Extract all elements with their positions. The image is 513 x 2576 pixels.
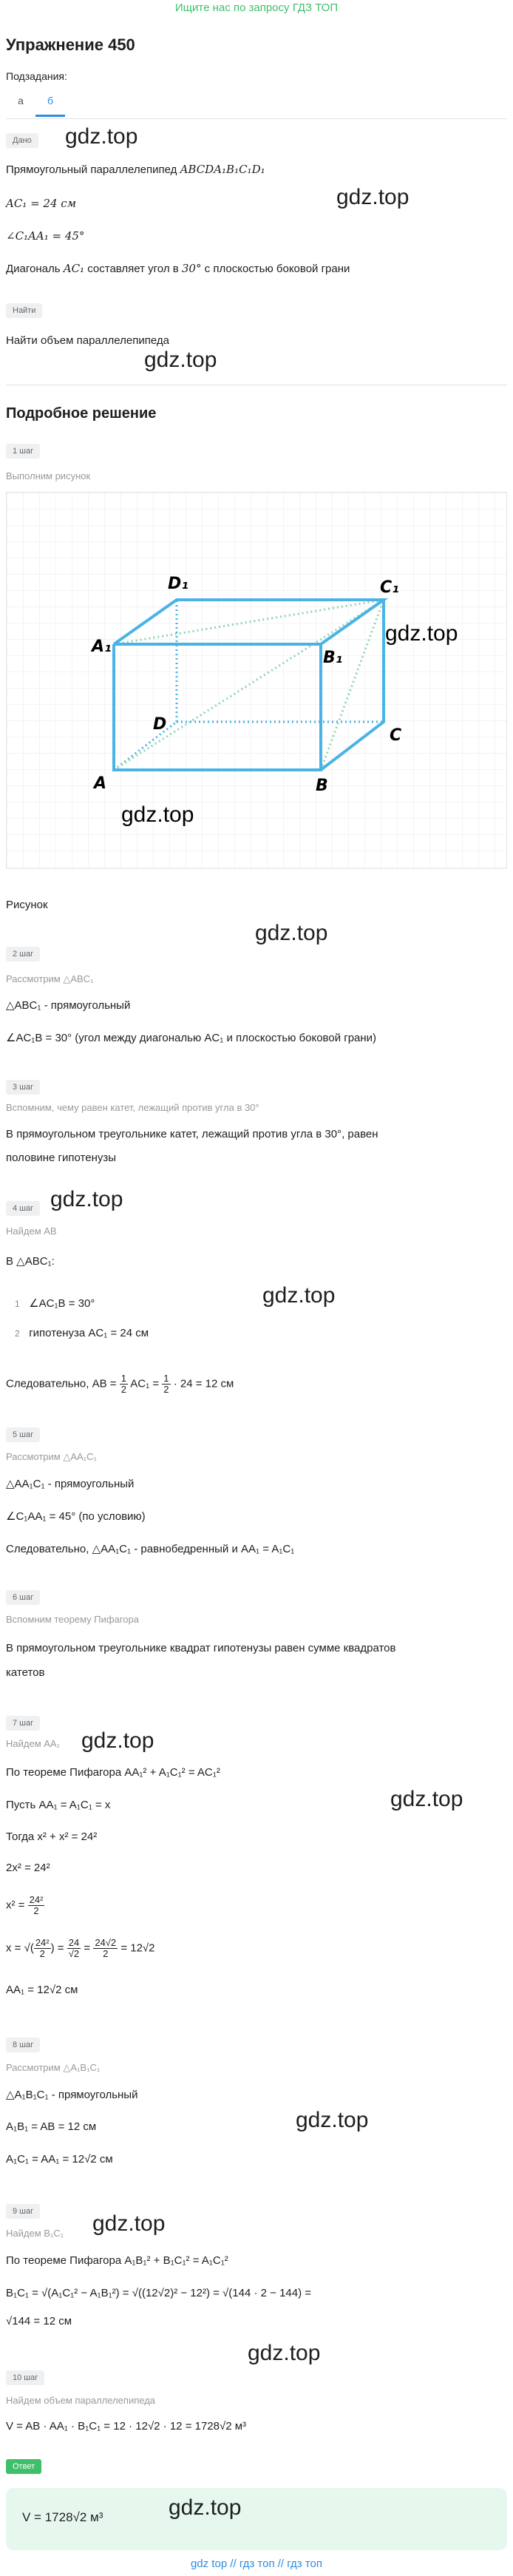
given-line-4: Диагональ AC₁ составляет угол в 30° с плоскостью боковой грани — [6, 262, 350, 275]
step-caption: Найдем B₁C₁ — [6, 2228, 64, 2239]
tab-b[interactable]: б — [35, 87, 65, 117]
step-line: ∠C₁AA₁ = 45° (по условию) — [6, 1510, 146, 1523]
step-line: △AA₁C₁ - прямоугольный — [6, 1478, 135, 1490]
watermark: gdz.top — [248, 2341, 321, 2365]
step-line: 2x² = 24² — [6, 1862, 50, 1874]
step-line: √144 = 12 см — [6, 2315, 72, 2327]
step-caption: Выполним рисунок — [6, 470, 91, 481]
watermark: gdz.top — [50, 1187, 123, 1211]
step-badge: 7 шаг — [6, 1716, 40, 1731]
step-line: △ABC₁ - прямоугольный — [6, 999, 131, 1012]
step-caption: Найдем объем параллелепипеда — [6, 2395, 156, 2406]
step-line: AA₁ = 12√2 см — [6, 1984, 78, 1996]
step-line: По теореме Пифагора AA₁² + A₁C₁² = AC₁² — [6, 1766, 220, 1779]
step-badge: 10 шаг — [6, 2370, 44, 2385]
step-line: В △ABC₁: — [6, 1255, 55, 1268]
vertex-label-A1: A₁ — [92, 638, 112, 656]
step-badge: 1 шаг — [6, 444, 40, 459]
vertex-label-D: D — [153, 715, 167, 734]
vertex-label-D1: D₁ — [168, 575, 188, 593]
step-line: Следовательно, AB = $\frac{1}{2}$ AC₁ = $\frac{1}{2}$ · 24 = 12 см — [6, 1373, 234, 1395]
list-item: 1 ∠AC₁B = 30° — [15, 1297, 95, 1310]
step-line: Тогда x² + x² = 24² — [6, 1830, 98, 1843]
vertex-label-B: B — [316, 777, 328, 795]
watermark: gdz.top — [92, 2211, 166, 2236]
step-caption: Вспомним, чему равен катет, лежащий против угла в 30° — [6, 1102, 259, 1113]
footer-links[interactable]: gdz top // гдз топ // гдз топ — [190, 2558, 323, 2570]
step-badge: 8 шаг — [6, 2038, 40, 2052]
step-line: Следовательно, △AA₁C₁ - равнобедренный и AA₁ = A₁C₁ — [6, 1543, 295, 1555]
watermark: gdz.top — [65, 124, 138, 149]
step-badge: 2 шаг — [6, 947, 40, 961]
step-badge: 4 шаг — [6, 1201, 40, 1216]
watermark: gdz.top — [144, 348, 217, 372]
given-badge: Дано — [6, 133, 38, 148]
answer-box — [6, 2488, 507, 2550]
top-search-link[interactable]: Ищите нас по запросу ГДЗ ТОП — [174, 1, 339, 14]
step-caption: Вспомним теорему Пифагора — [6, 1614, 139, 1625]
step-line: половине гипотенузы — [6, 1152, 117, 1164]
find-badge: Найти — [6, 303, 42, 318]
watermark: gdz.top — [81, 1728, 154, 1753]
given-line-3: ∠C₁AA₁ = 45° — [6, 229, 85, 243]
grid — [7, 493, 506, 868]
list-item: 2 гипотенуза AC₁ = 24 см — [15, 1327, 149, 1339]
figure-panel — [6, 492, 507, 869]
watermark: gdz.top — [336, 185, 410, 209]
step-badge: 9 шаг — [6, 2204, 40, 2219]
step-caption: Найдем AB — [6, 1226, 57, 1237]
step-line: катетов — [6, 1666, 45, 1679]
step-line: По теореме Пифагора A₁B₁² + B₁C₁² = A₁C₁² — [6, 2254, 228, 2267]
step-line: B₁C₁ = √(A₁C₁² − A₁B₁²) = √((12√2)² − 12²) = √(144 · 2 − 144) = — [6, 2287, 312, 2299]
step-line: A₁B₁ = AB = 12 см — [6, 2120, 97, 2133]
step-line: A₁C₁ = AA₁ = 12√2 см — [6, 2153, 113, 2166]
vertex-label-B1: B₁ — [323, 649, 343, 667]
figure-label: Рисунок — [6, 899, 48, 911]
watermark: gdz.top — [390, 1787, 463, 1811]
watermark: gdz.top — [385, 621, 458, 646]
divider — [6, 118, 507, 119]
step-line: x = √( $\frac{\text{24²}}{2}$ ) = $\frac{24}{√2}$ = $\frac{24√2}{2}$ = 12√2 — [6, 1937, 155, 1959]
solution-title: Подробное решение — [6, 405, 157, 422]
find-text: Найти объем параллелепипеда — [6, 334, 169, 347]
page-title: Упражнение 450 — [6, 36, 135, 54]
step-badge: 3 шаг — [6, 1080, 40, 1095]
watermark: gdz.top — [255, 921, 328, 945]
watermark: gdz.top — [169, 2495, 242, 2520]
step-line: x² = $\frac{\text{24²}}{2}$ — [6, 1894, 44, 1916]
step-line: Пусть AA₁ = A₁C₁ = x — [6, 1799, 111, 1811]
step-badge: 5 шаг — [6, 1427, 40, 1442]
step-caption: Рассмотрим △AA₁C₁ — [6, 1451, 97, 1462]
answer-badge: Ответ — [6, 2459, 41, 2474]
step-line: ∠AC₁B = 30° (угол между диагональю AC₁ и плоскостью боковой грани) — [6, 1032, 377, 1044]
vertex-label-A: A — [94, 774, 107, 793]
watermark: gdz.top — [121, 802, 194, 827]
step-line: В прямоугольном треугольнике квадрат гипотенузы равен сумме квадратов — [6, 1642, 396, 1654]
watermark: gdz.top — [262, 1283, 336, 1308]
step-caption: Рассмотрим △ABC₁ — [6, 973, 94, 984]
subtask-tabs — [6, 87, 65, 117]
parallelepiped-figure — [7, 493, 506, 868]
step-caption: Найдем AA₁ — [6, 1738, 60, 1749]
given-line-2: AC₁ = 24 см — [6, 197, 77, 210]
step-line: V = AB · AA₁ · B₁C₁ = 12 · 12√2 · 12 = 1728√2 м³ — [6, 2420, 247, 2433]
step-line: △A₁B₁C₁ - прямоугольный — [6, 2089, 138, 2101]
step-line: В прямоугольном треугольнике катет, лежащий против угла в 30°, равен — [6, 1128, 378, 1140]
step-caption: Рассмотрим △A₁B₁C₁ — [6, 2062, 101, 2073]
tab-a[interactable]: а — [18, 95, 24, 107]
step-badge: 6 шаг — [6, 1590, 40, 1605]
given-line-1: Прямоугольный параллелепипед ABCDA₁B₁C₁D₁ — [6, 163, 265, 176]
subtasks-label: Подзадания: — [6, 70, 67, 82]
watermark: gdz.top — [296, 2108, 369, 2132]
vertex-label-C1: C₁ — [380, 578, 399, 597]
answer-text: V = 1728√2 м³ — [22, 2510, 103, 2524]
vertex-label-C: C — [390, 726, 402, 745]
